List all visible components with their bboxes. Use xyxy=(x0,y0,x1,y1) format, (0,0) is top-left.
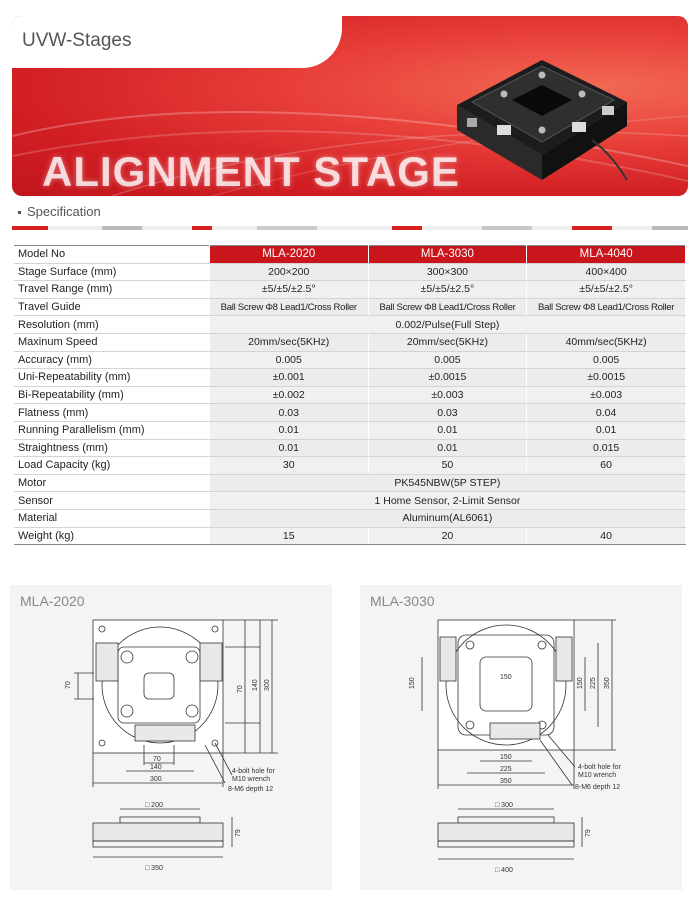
note-wrench: M10 wrench xyxy=(578,772,617,779)
dim-top-size: □ 300 xyxy=(495,802,513,809)
dim-height: 79 xyxy=(585,829,592,837)
drawing-title: MLA-2020 xyxy=(20,593,85,609)
spec-row-label: Accuracy (mm) xyxy=(14,351,209,369)
spec-row-label: Resolution (mm) xyxy=(14,316,209,334)
note-depth: 8-M6 depth 12 xyxy=(575,784,621,791)
spec-cell: 0.005 xyxy=(527,351,686,369)
dim-140-bottom: 140 xyxy=(150,764,162,771)
spec-cell: ±0.001 xyxy=(209,369,368,387)
spec-row-label: Uni-Repeatability (mm) xyxy=(14,369,209,387)
spec-row-label: Motor xyxy=(14,474,209,492)
dim-300-bottom: 300 xyxy=(150,776,162,783)
spec-cell: ±5/±5/±2.5° xyxy=(527,281,686,299)
spec-row xyxy=(14,439,686,457)
bullet-icon xyxy=(18,211,21,214)
spec-cell: 0.01 xyxy=(527,421,686,439)
spec-cell: 20 xyxy=(368,527,527,545)
spec-row-label: Running Parallelism (mm) xyxy=(14,421,209,439)
dim-150-center: 150 xyxy=(500,674,512,681)
header-model: MLA-2020 xyxy=(209,246,368,264)
spec-cell: 20mm/sec(5KHz) xyxy=(368,333,527,351)
spec-row xyxy=(14,386,686,404)
spec-cell: Ball Screw Φ8 Lead1/Cross Roller xyxy=(527,298,686,316)
spec-row-label: Straightness (mm) xyxy=(14,439,209,457)
note-bolt-hole: 4-bolt hole for xyxy=(578,764,621,771)
spec-row-label: Flatness (mm) xyxy=(14,404,209,422)
spec-cell: ±5/±5/±2.5° xyxy=(209,281,368,299)
spec-row xyxy=(14,281,686,299)
spec-cell: Ball Screw Φ8 Lead1/Cross Roller xyxy=(368,298,527,316)
note-depth: 8-M6 depth 12 xyxy=(228,786,274,793)
dim-225-bottom: 225 xyxy=(500,766,512,773)
header-model: MLA-3030 xyxy=(368,246,527,264)
spec-cell: Ball Screw Φ8 Lead1/Cross Roller xyxy=(209,298,368,316)
dim-base-size: □ 400 xyxy=(495,867,513,874)
drawing-title: MLA-3030 xyxy=(370,593,435,609)
spec-cell: 20mm/sec(5KHz) xyxy=(209,333,368,351)
spec-cell: ±0.003 xyxy=(527,386,686,404)
spec-cell: 0.01 xyxy=(368,439,527,457)
dim-150-left: 150 xyxy=(409,677,416,689)
spec-table xyxy=(14,245,686,545)
note-bolt-hole: 4-bolt hole for xyxy=(232,768,275,775)
spec-cell: 400×400 xyxy=(527,263,686,281)
spec-row xyxy=(14,333,686,351)
spec-row-label: Weight (kg) xyxy=(14,527,209,545)
spec-row-label: Material xyxy=(14,509,209,527)
spec-row-label: Load Capacity (kg) xyxy=(14,457,209,475)
spec-row xyxy=(14,474,686,492)
spec-cell: 0.015 xyxy=(527,439,686,457)
divider-bar xyxy=(12,226,688,230)
dim-150-bottom: 150 xyxy=(500,754,512,761)
spec-label xyxy=(18,204,101,219)
drawing-panel-mla-2020 xyxy=(10,585,332,890)
dim-150-right: 150 xyxy=(577,677,584,689)
dim-225-right: 225 xyxy=(590,677,597,689)
spec-row xyxy=(14,404,686,422)
spec-cell: 15 xyxy=(209,527,368,545)
spec-cell-merged: 1 Home Sensor, 2-Limit Sensor xyxy=(209,492,685,510)
spec-row xyxy=(14,298,686,316)
spec-row xyxy=(14,369,686,387)
stage-product-image xyxy=(442,30,642,195)
spec-row xyxy=(14,316,686,334)
spec-label-text: Specification xyxy=(27,204,101,219)
spec-row xyxy=(14,527,686,545)
spec-cell: 60 xyxy=(527,457,686,475)
dim-70-bottom: 70 xyxy=(153,756,161,763)
drawing-panel-mla-3030 xyxy=(360,585,682,890)
spec-cell: ±0.0015 xyxy=(368,369,527,387)
spec-cell-merged: Aluminum(AL6061) xyxy=(209,509,685,527)
spec-cell-merged: PK545NBW(5P STEP) xyxy=(209,474,685,492)
dim-300-right: 300 xyxy=(264,679,271,691)
spec-cell: 0.03 xyxy=(368,404,527,422)
dim-70-left: 70 xyxy=(65,681,72,689)
spec-row-label: Travel Guide xyxy=(14,298,209,316)
spec-cell: ±0.002 xyxy=(209,386,368,404)
spec-cell: 0.03 xyxy=(209,404,368,422)
dim-base-size: □ 350 xyxy=(145,865,163,872)
dim-140-right: 140 xyxy=(252,679,259,691)
spec-row-label: Stage Surface (mm) xyxy=(14,263,209,281)
spec-row-label: Bi-Repeatability (mm) xyxy=(14,386,209,404)
spec-cell: 50 xyxy=(368,457,527,475)
page-title: UVW-Stages xyxy=(22,30,132,51)
spec-cell: 0.005 xyxy=(368,351,527,369)
spec-row-label: Travel Range (mm) xyxy=(14,281,209,299)
dim-350-bottom: 350 xyxy=(500,778,512,785)
spec-cell: 300×300 xyxy=(368,263,527,281)
drawing-mla-2020 xyxy=(10,585,332,890)
spec-cell: 0.04 xyxy=(527,404,686,422)
spec-row xyxy=(14,492,686,510)
spec-row xyxy=(14,351,686,369)
header-model-no: Model No xyxy=(14,246,209,264)
header-model: MLA-4040 xyxy=(527,246,686,264)
spec-cell: ±0.0015 xyxy=(527,369,686,387)
spec-row xyxy=(14,457,686,475)
spec-row-label: Sensor xyxy=(14,492,209,510)
spec-header-row xyxy=(14,246,686,264)
dim-top-size: □ 200 xyxy=(145,802,163,809)
spec-cell: 40 xyxy=(527,527,686,545)
spec-cell: ±5/±5/±2.5° xyxy=(368,281,527,299)
spec-cell: 200×200 xyxy=(209,263,368,281)
spec-row-label: Maxinum Speed xyxy=(14,333,209,351)
banner-heading: ALIGNMENT STAGE xyxy=(42,148,460,195)
spec-cell: 30 xyxy=(209,457,368,475)
spec-cell: 0.01 xyxy=(209,439,368,457)
spec-row xyxy=(14,263,686,281)
spec-row xyxy=(14,509,686,527)
spec-cell: 0.01 xyxy=(209,421,368,439)
spec-cell: 0.005 xyxy=(209,351,368,369)
spec-cell-merged: 0.002/Pulse(Full Step) xyxy=(209,316,685,334)
spec-cell: 40mm/sec(5KHz) xyxy=(527,333,686,351)
spec-row xyxy=(14,421,686,439)
spec-cell: ±0.003 xyxy=(368,386,527,404)
dim-70-right: 70 xyxy=(237,685,244,693)
dim-350-right: 350 xyxy=(604,677,611,689)
drawing-mla-3030 xyxy=(360,585,682,890)
dim-height: 79 xyxy=(235,829,242,837)
note-wrench: M10 wrench xyxy=(232,776,271,783)
spec-cell: 0.01 xyxy=(368,421,527,439)
